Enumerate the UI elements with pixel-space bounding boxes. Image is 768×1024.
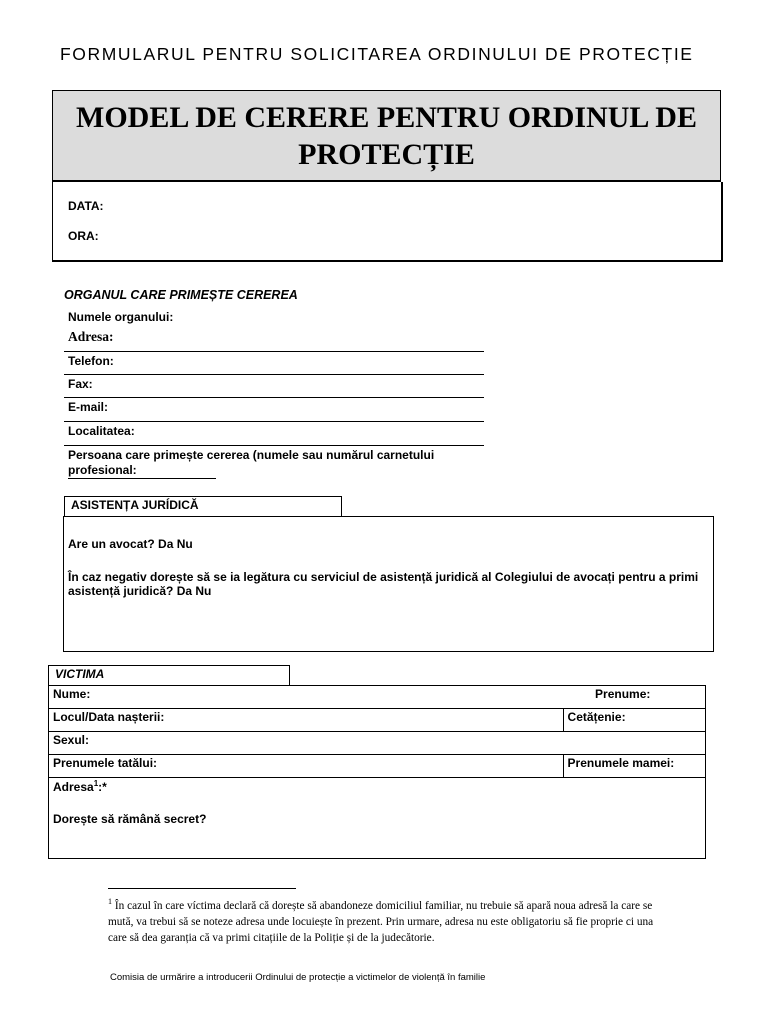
bottom-credit: Comisia de urmărire a introducerii Ordinului de protecție a victimelor de violență în familie (110, 972, 486, 983)
nume-label: Nume: (53, 687, 91, 701)
persoana-label: Persoana care primește cererea (numele sau numărul carnetului profesional: (68, 448, 435, 477)
underline (68, 478, 216, 479)
prenumele-mamei-label: Prenumele mamei: (567, 756, 675, 770)
numele-organului-label: Numele organului: (68, 310, 174, 324)
divider (64, 374, 484, 375)
divider (64, 421, 484, 422)
victim-table (48, 685, 706, 859)
date-time-box (52, 182, 723, 262)
document-header: FORMULARUL PENTRU SOLICITAREA ORDINULUI DE PROTECȚIE (60, 44, 694, 64)
ora-label: ORA: (68, 229, 99, 243)
assistance-question: În caz negativ dorește să se ia legătura cu serviciul de asistență juridică al Colegiului de avocați pentru a primi asistență juridică? Da Nu (68, 570, 699, 598)
sexul-label: Sexul: (53, 733, 90, 747)
receiving-body-title: ORGANUL CARE PRIMEȘTE CEREREA (64, 288, 298, 302)
cetatenie-label: Cetățenie: (567, 710, 626, 724)
data-label: DATA: (68, 199, 104, 213)
divider (64, 397, 484, 398)
footnote-text: În cazul în care víctima declară că dorește să abandoneze domiciliul familiar, nu trebuie să apară noua adresă la care se mută, va trebui să se noteze adresa unde locuiește în prezent. Prin urmare, adresa nu este obligatoriu să fie proprie ci una care să dea garanția că va primi citațiile de la Poliție și de la judecătorie. (108, 899, 654, 944)
locul-data-label: Locul/Data nașterii: (53, 710, 165, 724)
divider (64, 445, 484, 446)
footnote (108, 894, 668, 946)
footnote-marker: 1 (108, 897, 112, 906)
fax-label: Fax: (68, 377, 93, 391)
avocat-question: Are un avocat? Da Nu (68, 537, 193, 551)
email-label: E-mail: (68, 400, 109, 414)
legal-assistance-title: ASISTENȚA JURÍDICĂ (64, 496, 342, 517)
footnote-separator (108, 888, 296, 889)
divider (64, 351, 484, 352)
adresa-victim-label: Adresa$^1$:* (53, 779, 107, 794)
secret-question: Dorește să rămână secret? (53, 812, 207, 826)
page-title: MODEL DE CERERE PENTRU ORDINUL DE PROTECȚIE (76, 100, 697, 171)
title-box (52, 90, 721, 182)
telefon-label: Telefon: (68, 354, 114, 368)
adresa-label: Adresa: (68, 329, 114, 344)
prenumele-tatalui-label: Prenumele tatălui: (53, 756, 158, 770)
victim-title: VICTIMA (48, 665, 290, 686)
localitatea-label: Localitatea: (68, 424, 135, 438)
prenume-label: Prenume: (595, 687, 651, 701)
